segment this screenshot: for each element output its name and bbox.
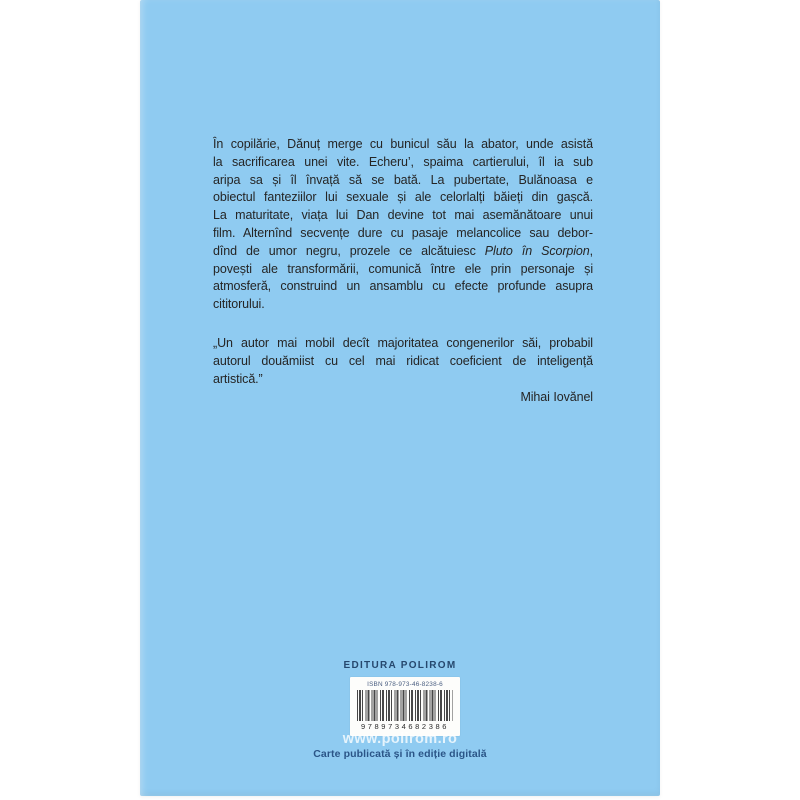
back-cover-text-block xyxy=(213,136,593,407)
isbn-barcode xyxy=(350,677,460,736)
book-back-cover xyxy=(140,0,660,796)
publisher-name: EDITURA POLIROM xyxy=(343,660,457,671)
synopsis-text: , xyxy=(589,243,593,258)
publisher-website: www.polirom.ro xyxy=(342,731,458,747)
synopsis-line: La maturitate, viața lui Dan devine tot mai asemănătoare unui xyxy=(213,208,593,223)
synopsis-line: film. Alternînd secvențe dure cu pasaje melancolice sau debor- xyxy=(213,225,593,240)
book-title-mention: Pluto în Scorpion xyxy=(484,243,590,258)
synopsis-line: povești ale transformării, comunică între ele prin personaje și xyxy=(213,261,593,276)
quote-line: artistică.” xyxy=(213,371,263,386)
quote-attribution: Mihai Iovănel xyxy=(520,390,593,405)
synopsis-line: obiectul fanteziilor lui sexuale și ale celorlalți băieți din gașcă. xyxy=(213,190,593,205)
digital-edition-note: Carte publicată și în ediție digitală xyxy=(313,748,487,760)
isbn-label: ISBN 978-973-46-8238-6 xyxy=(367,681,443,688)
synopsis-line: În copilărie, Dănuț merge cu bunicul său la abator, unde asistă xyxy=(213,137,593,151)
synopsis-line: atmosferă, construind un ansamblu cu efecte profunde asupra xyxy=(213,279,593,294)
quote-line: „Un autor mai mobil decît majoritatea congenerilor săi, probabil xyxy=(213,335,593,350)
quote-line: autorul douămiist cu cel mai ridicat coeficient de inteligență xyxy=(213,353,593,368)
synopsis-line-with-title xyxy=(213,243,593,261)
synopsis-paragraph xyxy=(213,136,593,314)
synopsis-line: aripa sa și îl învață să se bată. La pubertate, Bulănoasa e xyxy=(213,172,593,187)
synopsis-text: dînd de umor negru, prozele ce alcătuiesc xyxy=(213,243,485,258)
review-quote xyxy=(213,335,593,407)
barcode-bars xyxy=(357,690,453,721)
synopsis-line: la sacrificarea unei vite. Echeru’, spaima cartierului, îl ia sub xyxy=(213,154,593,169)
synopsis-line: cititorului. xyxy=(213,297,265,312)
barcode-digits: 9789734682386 xyxy=(360,722,450,731)
